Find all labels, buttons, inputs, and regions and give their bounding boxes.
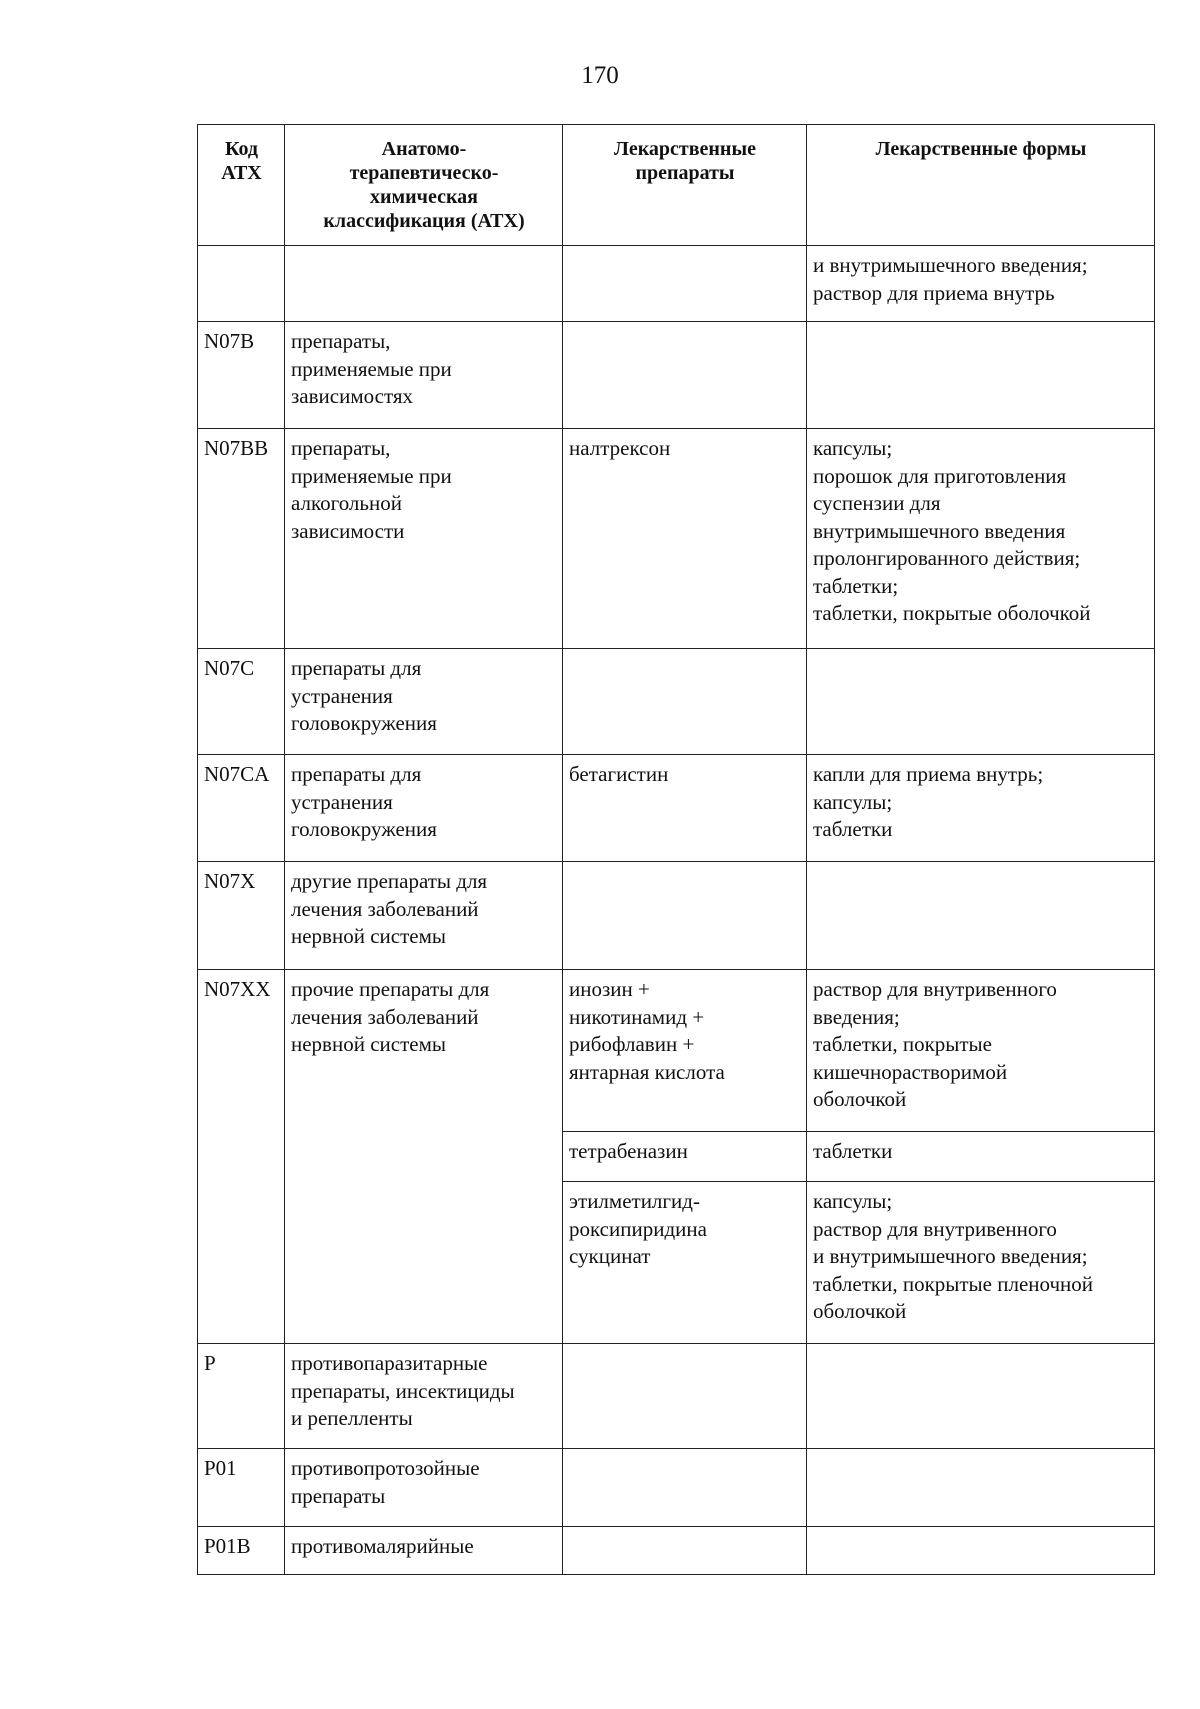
code-cell: N07CA xyxy=(198,755,285,862)
classification-cell xyxy=(285,970,563,1344)
cell-line: применяемые при xyxy=(291,463,452,488)
forms-cell xyxy=(807,1527,1155,1575)
page-number: 170 xyxy=(581,62,619,89)
table-row xyxy=(198,246,1155,322)
cell-line: суспензии для xyxy=(813,491,941,515)
header-code xyxy=(198,125,285,246)
table-row xyxy=(198,322,1155,429)
cell-line: противопаразитарные xyxy=(291,1351,488,1375)
cell-line: Лекарственные xyxy=(614,138,756,160)
cell-line: внутримышечного введения xyxy=(813,518,1066,543)
table-body xyxy=(198,246,1155,1575)
cell-line: этилметилгид- xyxy=(569,1189,700,1213)
code-cell: P01B xyxy=(198,1527,285,1575)
cell-line: оболочкой xyxy=(813,1087,907,1111)
cell-line: противомалярийные xyxy=(291,1534,474,1558)
code-cell: N07B xyxy=(198,322,285,429)
cell-line: роксипиридина xyxy=(569,1216,707,1241)
cell-line: Анатомо- xyxy=(381,138,467,160)
cell-line: рибофлавин + xyxy=(569,1032,695,1056)
code-cell: N07XX xyxy=(198,970,285,1344)
cell-line: лечения заболеваний xyxy=(291,1004,479,1029)
forms-cell xyxy=(807,1344,1155,1449)
table-row xyxy=(198,649,1155,755)
cell-line: применяемые при xyxy=(291,356,452,381)
cell-line: таблетки, покрытые xyxy=(813,1032,992,1056)
cell-line: прочие препараты для xyxy=(291,977,490,1001)
cell-line: препараты для xyxy=(291,762,422,786)
classification-cell xyxy=(285,246,563,322)
classification-cell xyxy=(285,1344,563,1449)
classification-cell xyxy=(285,1527,563,1575)
code-cell: N07C xyxy=(198,649,285,755)
atx-table xyxy=(197,124,1155,1575)
forms-cell xyxy=(807,862,1155,970)
forms-cell xyxy=(807,1449,1155,1527)
cell-line: терапевтическо- xyxy=(349,162,499,184)
cell-line: капсулы; xyxy=(813,789,893,814)
cell-line: раствор для внутривенного xyxy=(813,977,1057,1001)
cell-line: зависимостях xyxy=(291,384,414,408)
cell-line: таблетки, покрытые пленочной xyxy=(813,1271,1094,1296)
forms-cell xyxy=(807,246,1155,322)
cell-line: капсулы; xyxy=(813,1189,893,1213)
cell-line: нервной системы xyxy=(291,924,446,948)
drug-cell xyxy=(563,1527,807,1575)
drug-cell xyxy=(563,246,807,322)
classification-cell xyxy=(285,322,563,429)
table-row xyxy=(198,429,1155,649)
classification-cell xyxy=(285,429,563,649)
cell-line: янтарная кислота xyxy=(569,1059,725,1084)
cell-line: классификация (АТХ) xyxy=(323,210,525,232)
forms-cell xyxy=(807,1132,1155,1182)
cell-line: таблетки; xyxy=(813,573,899,598)
cell-line: Лекарственные формы xyxy=(875,138,1087,160)
cell-line: нервной системы xyxy=(291,1032,446,1056)
cell-line: тетрабеназин xyxy=(569,1139,688,1163)
table-row xyxy=(198,1527,1155,1575)
forms-cell xyxy=(807,970,1155,1132)
cell-line: головокружения xyxy=(291,711,437,735)
drug-cell xyxy=(563,322,807,429)
code-cell: P xyxy=(198,1344,285,1449)
header-forms xyxy=(807,125,1155,246)
cell-line: никотинамид + xyxy=(569,1004,705,1029)
header-drugs xyxy=(563,125,807,246)
cell-line: и внутримышечного введения; xyxy=(813,1244,1088,1268)
cell-line: кишечнорастворимой xyxy=(813,1059,1008,1084)
cell-line: порошок для приготовления xyxy=(813,463,1067,488)
cell-line: капли для приема внутрь; xyxy=(813,762,1044,786)
classification-cell xyxy=(285,1449,563,1527)
cell-line: препараты, xyxy=(291,436,391,460)
cell-line: и репелленты xyxy=(291,1406,413,1430)
cell-line: лечения заболеваний xyxy=(291,896,479,921)
header-classification xyxy=(285,125,563,246)
cell-line: таблетки xyxy=(813,1139,893,1163)
cell-line: сукцинат xyxy=(569,1244,651,1268)
forms-cell xyxy=(807,649,1155,755)
forms-cell xyxy=(807,755,1155,862)
classification-cell xyxy=(285,862,563,970)
drug-cell xyxy=(563,429,807,649)
cell-line: другие препараты для xyxy=(291,869,488,893)
cell-line: капсулы; xyxy=(813,436,893,460)
table-row xyxy=(198,862,1155,970)
table-row xyxy=(198,970,1155,1132)
cell-line: препараты xyxy=(291,1483,386,1508)
drug-cell xyxy=(563,1182,807,1344)
cell-line: устранения xyxy=(291,683,393,708)
cell-line: противопротозойные xyxy=(291,1456,480,1480)
cell-line: устранения xyxy=(291,789,393,814)
cell-line: алкогольной xyxy=(291,491,402,515)
cell-line: таблетки, покрытые оболочкой xyxy=(813,601,1091,625)
cell-line: препараты, xyxy=(291,329,391,353)
cell-line: препараты, инсектициды xyxy=(291,1378,515,1403)
cell-line: раствор для внутривенного xyxy=(813,1216,1057,1241)
drug-cell xyxy=(563,649,807,755)
forms-cell xyxy=(807,429,1155,649)
cell-line: пролонгированного действия; xyxy=(813,546,1081,570)
table-row xyxy=(198,1449,1155,1527)
classification-cell xyxy=(285,649,563,755)
cell-line: препараты xyxy=(635,162,735,184)
cell-line: оболочкой xyxy=(813,1299,907,1323)
cell-line: бетагистин xyxy=(569,762,669,786)
code-cell: P01 xyxy=(198,1449,285,1527)
cell-line: инозин + xyxy=(569,977,650,1001)
cell-line: препараты для xyxy=(291,656,422,680)
drug-cell xyxy=(563,755,807,862)
cell-line: химическая xyxy=(370,186,478,208)
code-cell: N07BB xyxy=(198,429,285,649)
forms-cell xyxy=(807,322,1155,429)
cell-line: и внутримышечного введения; xyxy=(813,253,1088,277)
drug-cell xyxy=(563,1449,807,1527)
code-cell: N07X xyxy=(198,862,285,970)
code-cell xyxy=(198,246,285,322)
drug-cell xyxy=(563,970,807,1132)
forms-cell xyxy=(807,1182,1155,1344)
table-row xyxy=(198,755,1155,862)
cell-line: АТХ xyxy=(221,162,262,184)
cell-line: головокружения xyxy=(291,817,437,841)
cell-line: налтрексон xyxy=(569,436,671,460)
cell-line: зависимости xyxy=(291,518,405,543)
table-row xyxy=(198,1344,1155,1449)
drug-cell xyxy=(563,1344,807,1449)
cell-line: Код xyxy=(224,138,259,160)
header-row xyxy=(198,125,1155,246)
drug-cell xyxy=(563,862,807,970)
classification-cell xyxy=(285,755,563,862)
cell-line: таблетки xyxy=(813,817,893,841)
cell-line: раствор для приема внутрь xyxy=(813,280,1055,305)
cell-line: введения; xyxy=(813,1004,900,1029)
drug-cell xyxy=(563,1132,807,1182)
